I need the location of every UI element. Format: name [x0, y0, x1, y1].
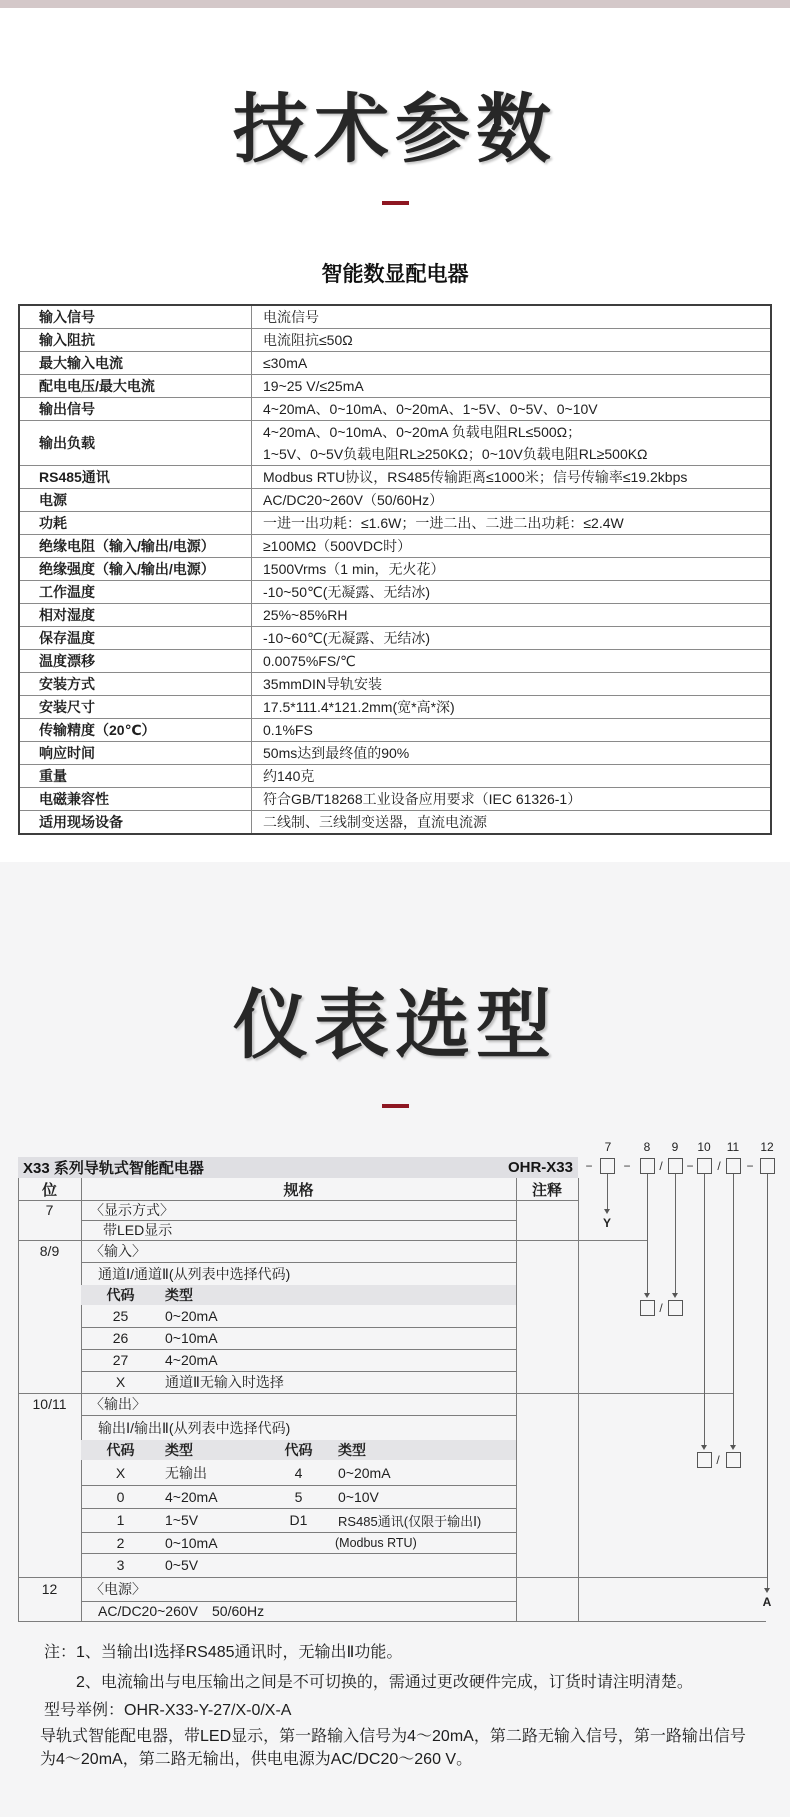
output-option-type: 0~5V: [165, 1557, 199, 1573]
output-option-code: D1: [289, 1512, 308, 1528]
tech-subtitle: 智能数显配电器: [321, 263, 469, 286]
input-option-code: 26: [112, 1330, 129, 1346]
input-option-type: 通道Ⅱ无输入时选择: [165, 1374, 284, 1390]
output-col-type-2: 类型: [338, 1442, 366, 1458]
model-digit-box-8: [640, 1158, 655, 1174]
output-option-type: 0~20mA: [338, 1464, 391, 1481]
output-option-code: 4: [294, 1464, 303, 1481]
output-option-type: 1~5V: [165, 1512, 199, 1528]
code-type-header-shade: [81, 1285, 516, 1305]
table-row: RS485通讯 Modbus RTU协议，RS485传输距离≤1000米；信号传输率≤19.2kbps: [20, 465, 770, 488]
table-row: 保存温度 -10~60℃(无凝露、无结冰): [20, 626, 770, 649]
input-subheading: 通道Ⅰ/通道Ⅱ(从列表中选择代码): [98, 1265, 291, 1282]
arrow-down-icon: [672, 1293, 678, 1298]
input-option-type: 4~20mA: [165, 1352, 218, 1368]
input-col-code: 代码: [106, 1287, 135, 1303]
table-row: 安装尺寸 17.5*111.4*121.2mm(宽*高*深): [20, 695, 770, 718]
output-option-type: RS485通讯(仅限于输出Ⅰ): [338, 1513, 482, 1529]
column-header-note: 注释: [531, 1181, 562, 1199]
table-row: 输入阻抗 电流阻抗≤50Ω: [20, 328, 770, 351]
arrow-down-icon: [604, 1209, 610, 1214]
output-option-type: (Modbus RTU): [335, 1535, 417, 1550]
output-col-code-2: 代码: [284, 1442, 313, 1458]
digit-label-8: 8: [643, 1140, 651, 1154]
output-option-code: 3: [116, 1557, 125, 1573]
value-line-1: 4~20mA、0~10mA、0~20mA 负载电阻RL≤500Ω；: [263, 424, 582, 440]
table-row: 功耗 一进一出功耗：≤1.6W；一进二出、二进二出功耗：≤2.4W: [20, 511, 770, 534]
output-subheading: 输出Ⅰ/输出Ⅱ(从列表中选择代码): [98, 1419, 291, 1436]
group-pos-12: 12: [41, 1581, 58, 1597]
output-code-box-1: [697, 1452, 712, 1468]
tech-section-title: 技术参数: [232, 87, 557, 171]
table-border-bottom: [18, 1621, 766, 1622]
output-option-type: 0~10V: [338, 1488, 379, 1505]
table-row: 输出负载 4~20mA、0~10mA、0~20mA 负载电阻RL≤500Ω； 1~5V、0~5V负载电阻RL≥250KΩ；0~10V负载电阻RL≥500KΩ: [20, 420, 770, 465]
digit-label-12: 12: [760, 1140, 774, 1154]
model-separator: −: [585, 1159, 593, 1173]
arrow-down-icon: [730, 1445, 736, 1450]
table-row: 工作温度 -10~50℃(无凝露、无结冰): [20, 580, 770, 603]
display-heading: 〈显示方式〉: [90, 1202, 174, 1218]
output-heading: 〈输出〉: [90, 1396, 146, 1412]
model-digit-box-9: [668, 1158, 683, 1174]
leader-line-12: [767, 1174, 768, 1588]
group-pos-8-9: 8/9: [39, 1243, 60, 1259]
output-code-box-2: [726, 1452, 741, 1468]
model-digit-box-11: [726, 1158, 741, 1174]
input-option-code: 25: [112, 1308, 129, 1324]
model-description: 导轨式智能配电器，带LED显示，第一路输入信号为4～20mA，第二路无输入信号，第一路输出信号为4～20mA，第二路无输出，供电电源为AC/DC20～260 V。: [40, 1728, 746, 1768]
display-option: 带LED显示: [103, 1222, 173, 1238]
spec-table: [18, 304, 772, 835]
divider: [81, 1327, 516, 1328]
table-row: 安装方式 35mmDIN导轨安装: [20, 672, 770, 695]
digit-label-11: 11: [726, 1140, 740, 1154]
output-col-code: 代码: [106, 1442, 135, 1458]
note-line-1: 注：1、当输出Ⅰ选择RS485通讯时，无输出Ⅱ功能。: [44, 1644, 403, 1661]
table-row: 温度漂移 0.0075%FS/℃: [20, 649, 770, 672]
table-row: 传输精度（20℃） 0.1%FS: [20, 718, 770, 741]
model-separator: −: [623, 1159, 631, 1173]
group-pos-7: 7: [45, 1202, 54, 1218]
column-divider: [81, 1178, 82, 1621]
display-code-label: Y: [602, 1216, 611, 1230]
column-header-pos: 位: [41, 1181, 57, 1199]
table-row: 相对湿度 25%~85%RH: [20, 603, 770, 626]
table-row: 适用现场设备 二线制、三线制变送器，直流电流源: [20, 810, 770, 833]
output-col-type: 类型: [165, 1442, 193, 1458]
table-row: 输出信号 4~20mA、0~10mA、0~20mA、1~5V、0~5V、0~10V: [20, 397, 770, 420]
top-accent-bar: [0, 0, 790, 8]
output-option-code: 0: [116, 1488, 125, 1505]
column-header-spec: 规格: [283, 1181, 314, 1199]
power-heading: 〈电源〉: [90, 1581, 146, 1597]
selection-table: [18, 1140, 778, 1637]
selection-title-dash: [382, 1104, 409, 1108]
divider: [81, 1553, 516, 1554]
table-row: 电磁兼容性 符合GB/T18268工业设备应用要求（IEC 61326-1）: [20, 787, 770, 810]
leader-line-7: [607, 1174, 608, 1209]
group-pos-10-11: 10/11: [32, 1396, 67, 1412]
arrow-down-icon: [764, 1588, 770, 1593]
input-code-box-1: [640, 1300, 655, 1316]
column-divider: [516, 1178, 517, 1621]
output-option-code: 5: [294, 1488, 303, 1505]
output-option-code: 2: [116, 1534, 125, 1551]
input-option-type: 0~20mA: [165, 1308, 218, 1324]
output-option-type: 0~10mA: [165, 1534, 218, 1551]
table-border-right: [578, 1178, 579, 1621]
arrow-down-icon: [644, 1293, 650, 1298]
digit-label-7: 7: [604, 1140, 612, 1154]
output-option-code: X: [115, 1464, 126, 1481]
model-prefix: OHR-X33: [507, 1159, 573, 1176]
model-separator: /: [659, 1159, 663, 1173]
leader-line-8: [647, 1174, 648, 1293]
model-separator: −: [746, 1159, 754, 1173]
input-option-code: X: [115, 1374, 126, 1390]
output-option-type: 无输出: [165, 1464, 207, 1481]
value-line-2: 1~5V、0~5V负载电阻RL≥250KΩ；0~10V负载电阻RL≥500KΩ: [263, 446, 648, 462]
selection-table-title: X33 系列导轨式智能配电器: [23, 1160, 204, 1177]
model-separator: /: [717, 1159, 721, 1173]
table-row: 输入信号 电流信号: [20, 306, 770, 328]
divider: [81, 1532, 516, 1533]
table-row: 最大输入电流 ≤30mA: [20, 351, 770, 374]
model-example: 型号举例：OHR-X33-Y-27/X-0/X-A: [44, 1702, 292, 1719]
input-option-type: 0~10mA: [165, 1330, 218, 1346]
output-option-code: 1: [116, 1512, 125, 1528]
note-line-2: 2、电流输出与电压输出之间是不可切换的，需通过更改硬件完成，订货时请注明清楚。: [76, 1674, 693, 1691]
divider: [81, 1349, 516, 1350]
selection-table-header: [18, 1157, 578, 1178]
model-digit-box-10: [697, 1158, 712, 1174]
model-digit-box-7: [600, 1158, 615, 1174]
digit-label-9: 9: [671, 1140, 679, 1154]
power-code-label: A: [762, 1595, 772, 1609]
leader-line-10: [704, 1174, 705, 1445]
table-row: 电源 AC/DC20~260V（50/60Hz）: [20, 488, 770, 511]
output-code-slash: /: [716, 1453, 720, 1467]
model-digit-box-12: [760, 1158, 775, 1174]
model-separator: −: [686, 1159, 694, 1173]
leader-line-11: [733, 1174, 734, 1445]
table-row: 绝缘强度（输入/输出/电源） 1500Vrms（1 min，无火花）: [20, 557, 770, 580]
table-row: 绝缘电阻（输入/输出/电源） ≥100MΩ（500VDC时）: [20, 534, 770, 557]
table-row: 重量 约140克: [20, 764, 770, 787]
arrow-down-icon: [701, 1445, 707, 1450]
table-row: 响应时间 50ms达到最终值的90%: [20, 741, 770, 764]
input-option-code: 27: [112, 1352, 129, 1368]
tech-title-dash: [382, 201, 409, 205]
digit-label-10: 10: [697, 1140, 711, 1154]
selection-section-title: 仪表选型: [232, 983, 557, 1067]
input-col-type: 类型: [165, 1287, 193, 1303]
divider: [81, 1371, 516, 1372]
leader-line-9: [675, 1174, 676, 1293]
power-option: AC/DC20~260V 50/60Hz: [98, 1603, 265, 1619]
input-code-slash: /: [659, 1301, 663, 1315]
table-row: 配电电压/最大电流 19~25 V/≤25mA: [20, 374, 770, 397]
output-option-type: 4~20mA: [165, 1488, 218, 1505]
input-heading: 〈输入〉: [90, 1243, 146, 1259]
input-code-box-2: [668, 1300, 683, 1316]
